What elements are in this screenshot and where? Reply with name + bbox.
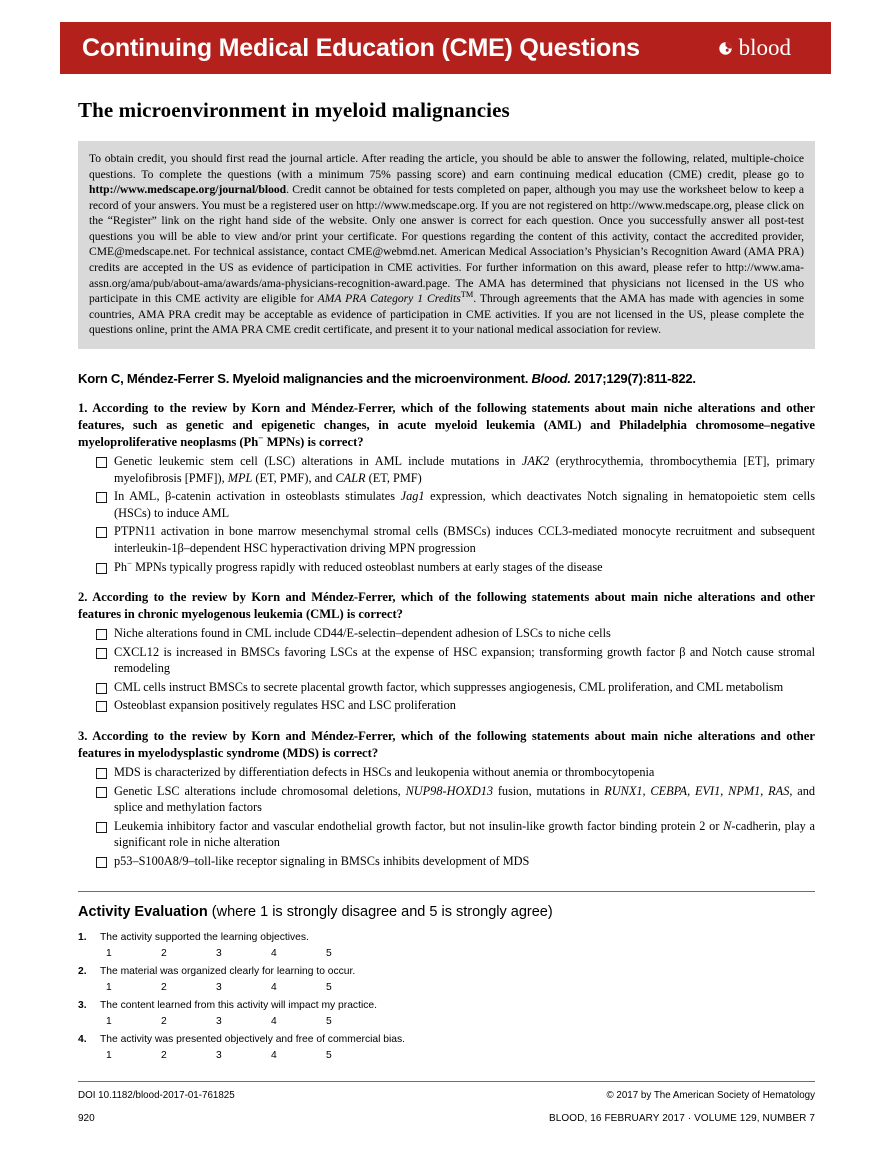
answer-checkbox[interactable]: [96, 629, 107, 640]
question-1-stem: [78, 400, 815, 451]
question-3-stem-part1: According to the review by Korn and Méndez-Ferrer, which of the following statements about main niche alterations and other features in myelodysplastic syndrome (MDS) is correct?: [78, 728, 815, 761]
answer-checkbox[interactable]: [96, 701, 107, 712]
option-label: Niche alterations found in CML include CD44/E-selectin–dependent adhesion of LSCs to niche cells: [114, 626, 611, 641]
answer-checkbox[interactable]: [96, 648, 107, 659]
rating-option-3[interactable]: 3: [216, 1016, 222, 1028]
evaluation-item-text: The activity supported the learning objectives.: [100, 932, 309, 944]
option-label: In AML, β-catenin activation in osteoblasts stimulates Jag1 expression, which deactivates Notch signaling in hematopoietic stem cells (HSCs) to induce AML: [114, 489, 815, 520]
option-row[interactable]: [96, 764, 815, 781]
copyright-text: © 2017 by The American Society of Hematology: [606, 1090, 815, 1102]
footer-metadata: [78, 1090, 815, 1101]
evaluation-item: [78, 932, 815, 959]
cme-instructions-box: [78, 141, 815, 349]
evaluation-item-number: 3.: [78, 1000, 87, 1012]
evaluation-heading-rest: (where 1 is strongly disagree and 5 is strongly agree): [207, 904, 553, 921]
rating-option-3[interactable]: 3: [216, 948, 222, 960]
question-1-superscript-minus: −: [258, 433, 264, 443]
option-row[interactable]: [96, 559, 815, 576]
issue-line: BLOOD, 16 FEBRUARY 2017 · VOLUME 129, NUMBER 7: [549, 1113, 815, 1124]
evaluation-item-number: 2.: [78, 966, 87, 978]
intro-text-part2: . Credit cannot be obtained for tests completed on paper, although you may use the worksheet below to keep a record of your answers. You must be a registered user on http://www.medscape.org. If you are not registered on http://www.medscape.org, please click on the “Register” link on the right hand side of the website. Only one answer is correct for each question. Once you successfully answer all post-test questions you will be able to view and/or print your certificate. For questions regarding the content of this activity, contact the accredited provider, CME@medscape.net. For technical assistance, contact CME@webmd.net. American Medical Association’s Physician’s Recognition Award (AMA PRA) credits are accepted in the US as evidence of participation in CME activities. For further information on this award, please refer to http://www.ama-assn.org/ama/pub/about-ama/awards/ama-physicians-recognition-award.page. The AMA has determined that physicians not licensed in the US who participate in this CME activity are eligible for: [89, 183, 804, 306]
option-label: Osteoblast expansion positively regulates HSC and LSC proliferation: [114, 698, 456, 713]
rating-option-3[interactable]: 3: [216, 1050, 222, 1062]
answer-checkbox[interactable]: [96, 683, 107, 694]
answer-checkbox[interactable]: [96, 492, 107, 503]
article-title: The microenvironment in myeloid malignancies: [78, 98, 510, 122]
blood-wordmark: blood: [738, 34, 791, 60]
rating-scale[interactable]: [106, 1016, 815, 1027]
question-1-number: 1.: [78, 400, 88, 415]
trademark-superscript: TM: [460, 290, 474, 300]
page-number: 920: [78, 1113, 95, 1124]
answer-checkbox[interactable]: [96, 822, 107, 833]
option-label: Genetic leukemic stem cell (LSC) alterations in AML include mutations in JAK2 (erythrocythemia, thrombocythemia [ET], primary myelofibrosis [PMF]), MPL (ET, PMF), and CALR (ET, PMF): [114, 454, 816, 485]
question-2-stem-part1: According to the review by Korn and Méndez-Ferrer, which of the following statements about main niche alterations and other features in chronic myelogenous leukemia (CML) is correct?: [78, 590, 815, 622]
rating-scale[interactable]: [106, 1050, 815, 1061]
citation-issue: 2017;129(7):811-822.: [570, 370, 696, 386]
evaluation-item-text: The material was organized clearly for learning to occur.: [100, 966, 356, 978]
question-1-options: [78, 453, 815, 575]
evaluation-question-row: [78, 932, 815, 943]
option-label: MDS is characterized by differentiation defects in HSCs and leukopenia without anemia or thrombocytopenia: [114, 765, 655, 780]
evaluation-question-row: [78, 1034, 815, 1045]
option-row[interactable]: [96, 697, 815, 714]
question-1-stem-part1: According to the review by Korn and Méndez-Ferrer, which of the following statements about main niche alterations and other features, such as genetic and epigenetic changes, in acute myeloid leukemia (AML) and Philadelphia chromosome–negative myeloproliferative neoplasms (Ph: [78, 400, 815, 450]
rating-option-2[interactable]: 2: [161, 1016, 167, 1028]
rating-option-1[interactable]: 1: [106, 948, 112, 960]
option-label: Leukemia inhibitory factor and vascular endothelial growth factor, but not insulin-like growth factor binding protein 2 or N-cadherin, play a significant role in niche alteration: [114, 818, 815, 850]
footer-divider: [78, 1081, 815, 1082]
evaluation-item: [78, 966, 815, 993]
option-row[interactable]: [96, 853, 815, 870]
option-row[interactable]: [96, 523, 815, 556]
rating-option-3[interactable]: 3: [216, 982, 222, 994]
answer-checkbox[interactable]: [96, 457, 107, 468]
option-row[interactable]: [96, 625, 815, 642]
option-label: CML cells instruct BMSCs to secrete placental growth factor, which suppresses angiogenesis, CML proliferation, and CML metabolism: [114, 679, 784, 694]
evaluation-item-number: 4.: [78, 1034, 87, 1046]
question-2-number: 2.: [78, 590, 88, 605]
option-row[interactable]: [96, 488, 815, 521]
evaluation-item-text: The activity was presented objectively and free of commercial bias.: [100, 1034, 406, 1046]
rating-option-1[interactable]: 1: [106, 982, 112, 994]
page-content: [78, 98, 815, 1101]
question-3: [78, 728, 815, 869]
answer-checkbox[interactable]: [96, 563, 107, 574]
option-row[interactable]: [96, 818, 815, 851]
rating-option-4[interactable]: 4: [271, 1016, 277, 1028]
activity-evaluation-section: [78, 904, 815, 1061]
question-1-stem-part2: MPNs) is correct?: [263, 435, 364, 450]
rating-option-2[interactable]: 2: [161, 1050, 167, 1062]
evaluation-item: [78, 1034, 815, 1061]
question-2: [78, 589, 815, 714]
rating-option-5[interactable]: 5: [326, 982, 332, 994]
option-label: Genetic LSC alterations include chromosomal deletions, NUP98-HOXD13 fusion, mutations in RUNX1, CEBPA, EVI1, NPM1, RAS, and splice and methylation factors: [114, 783, 815, 815]
option-label: Ph− MPNs typically progress rapidly with reduced osteoblast numbers at early stages of the disease: [114, 557, 603, 574]
rating-option-4[interactable]: 4: [271, 982, 277, 994]
article-citation: [78, 371, 815, 386]
page-header-band: [60, 22, 831, 74]
intro-text-part3: . Through agreements that the AMA has made with agencies in some countries, AMA PRA credit may be acceptable as evidence of participation in CME activities. If you are not licensed in the US, please complete the questions online, print the AMA PRA CME credit certificate, and present it to your national medical association for review.: [89, 292, 804, 337]
question-3-stem: [78, 728, 815, 762]
option-label: p53–S100A8/9–toll-like receptor signaling in BMSCs inhibits development of MDS: [114, 853, 530, 868]
doi-text: DOI 10.1182/blood-2017-01-761825: [78, 1090, 235, 1102]
option-row[interactable]: [96, 644, 815, 677]
option-row[interactable]: [96, 783, 815, 816]
question-2-options: [78, 625, 815, 714]
question-2-stem: [78, 589, 815, 623]
evaluation-item-text: The content learned from this activity will impact my practice.: [100, 1000, 377, 1012]
evaluation-item: [78, 1000, 815, 1027]
question-1: [78, 400, 815, 575]
option-row[interactable]: [96, 679, 815, 696]
evaluation-question-row: [78, 1000, 815, 1011]
ama-pra-credit-label: AMA PRA Category 1 Credits: [317, 292, 461, 306]
rating-scale[interactable]: [106, 948, 815, 959]
section-divider: [78, 891, 815, 892]
question-3-options: [78, 764, 815, 869]
rating-option-2[interactable]: 2: [161, 948, 167, 960]
answer-checkbox[interactable]: [96, 787, 107, 798]
evaluation-heading-strong: Activity Evaluation: [78, 904, 208, 921]
rating-option-5[interactable]: 5: [326, 1016, 332, 1028]
answer-checkbox[interactable]: [96, 527, 107, 538]
citation-journal: Blood.: [531, 370, 571, 386]
evaluation-heading: [78, 904, 815, 920]
answer-checkbox[interactable]: [96, 857, 107, 868]
answer-checkbox[interactable]: [96, 768, 107, 779]
intro-text-part1: To obtain credit, you should first read the journal article. After reading the article, you should be able to answer the following, related, multiple-choice questions. To complete the questions (with a minimum 75% passing score) and earn continuing medical education (CME) credit, please go to: [89, 152, 804, 181]
blood-drop-circle-icon: [718, 41, 733, 56]
option-row[interactable]: [96, 453, 815, 486]
rating-option-2[interactable]: 2: [161, 982, 167, 994]
page-footer: [78, 1113, 815, 1124]
rating-option-1[interactable]: 1: [106, 1050, 112, 1062]
evaluation-item-number: 1.: [78, 932, 87, 944]
citation-authors-title: Korn C, Méndez-Ferrer S. Myeloid malignancies and the microenvironment.: [78, 370, 532, 386]
page-title: Continuing Medical Education (CME) Questions: [82, 33, 640, 62]
blood-logo: [718, 34, 809, 60]
rating-scale[interactable]: [106, 982, 815, 993]
option-label: CXCL12 is increased in BMSCs favoring LSCs at the expense of HSC expansion; transforming growth factor β and Notch cause stromal remodeling: [114, 644, 815, 676]
medscape-link[interactable]: http://www.medscape.org/journal/blood: [89, 183, 287, 197]
rating-option-4[interactable]: 4: [271, 1050, 277, 1062]
question-3-number: 3.: [78, 728, 88, 743]
rating-option-4[interactable]: 4: [271, 948, 277, 960]
rating-option-1[interactable]: 1: [106, 1016, 112, 1028]
evaluation-question-row: [78, 966, 815, 977]
option-label: PTPN11 activation in bone marrow mesenchymal stromal cells (BMSCs) induces CCL3-mediated monocyte recruitment and subsequent interleukin-1β–dependent HSC hyperactivation driving MPN progression: [114, 524, 815, 555]
rating-option-5[interactable]: 5: [326, 948, 332, 960]
rating-option-5[interactable]: 5: [326, 1050, 332, 1062]
